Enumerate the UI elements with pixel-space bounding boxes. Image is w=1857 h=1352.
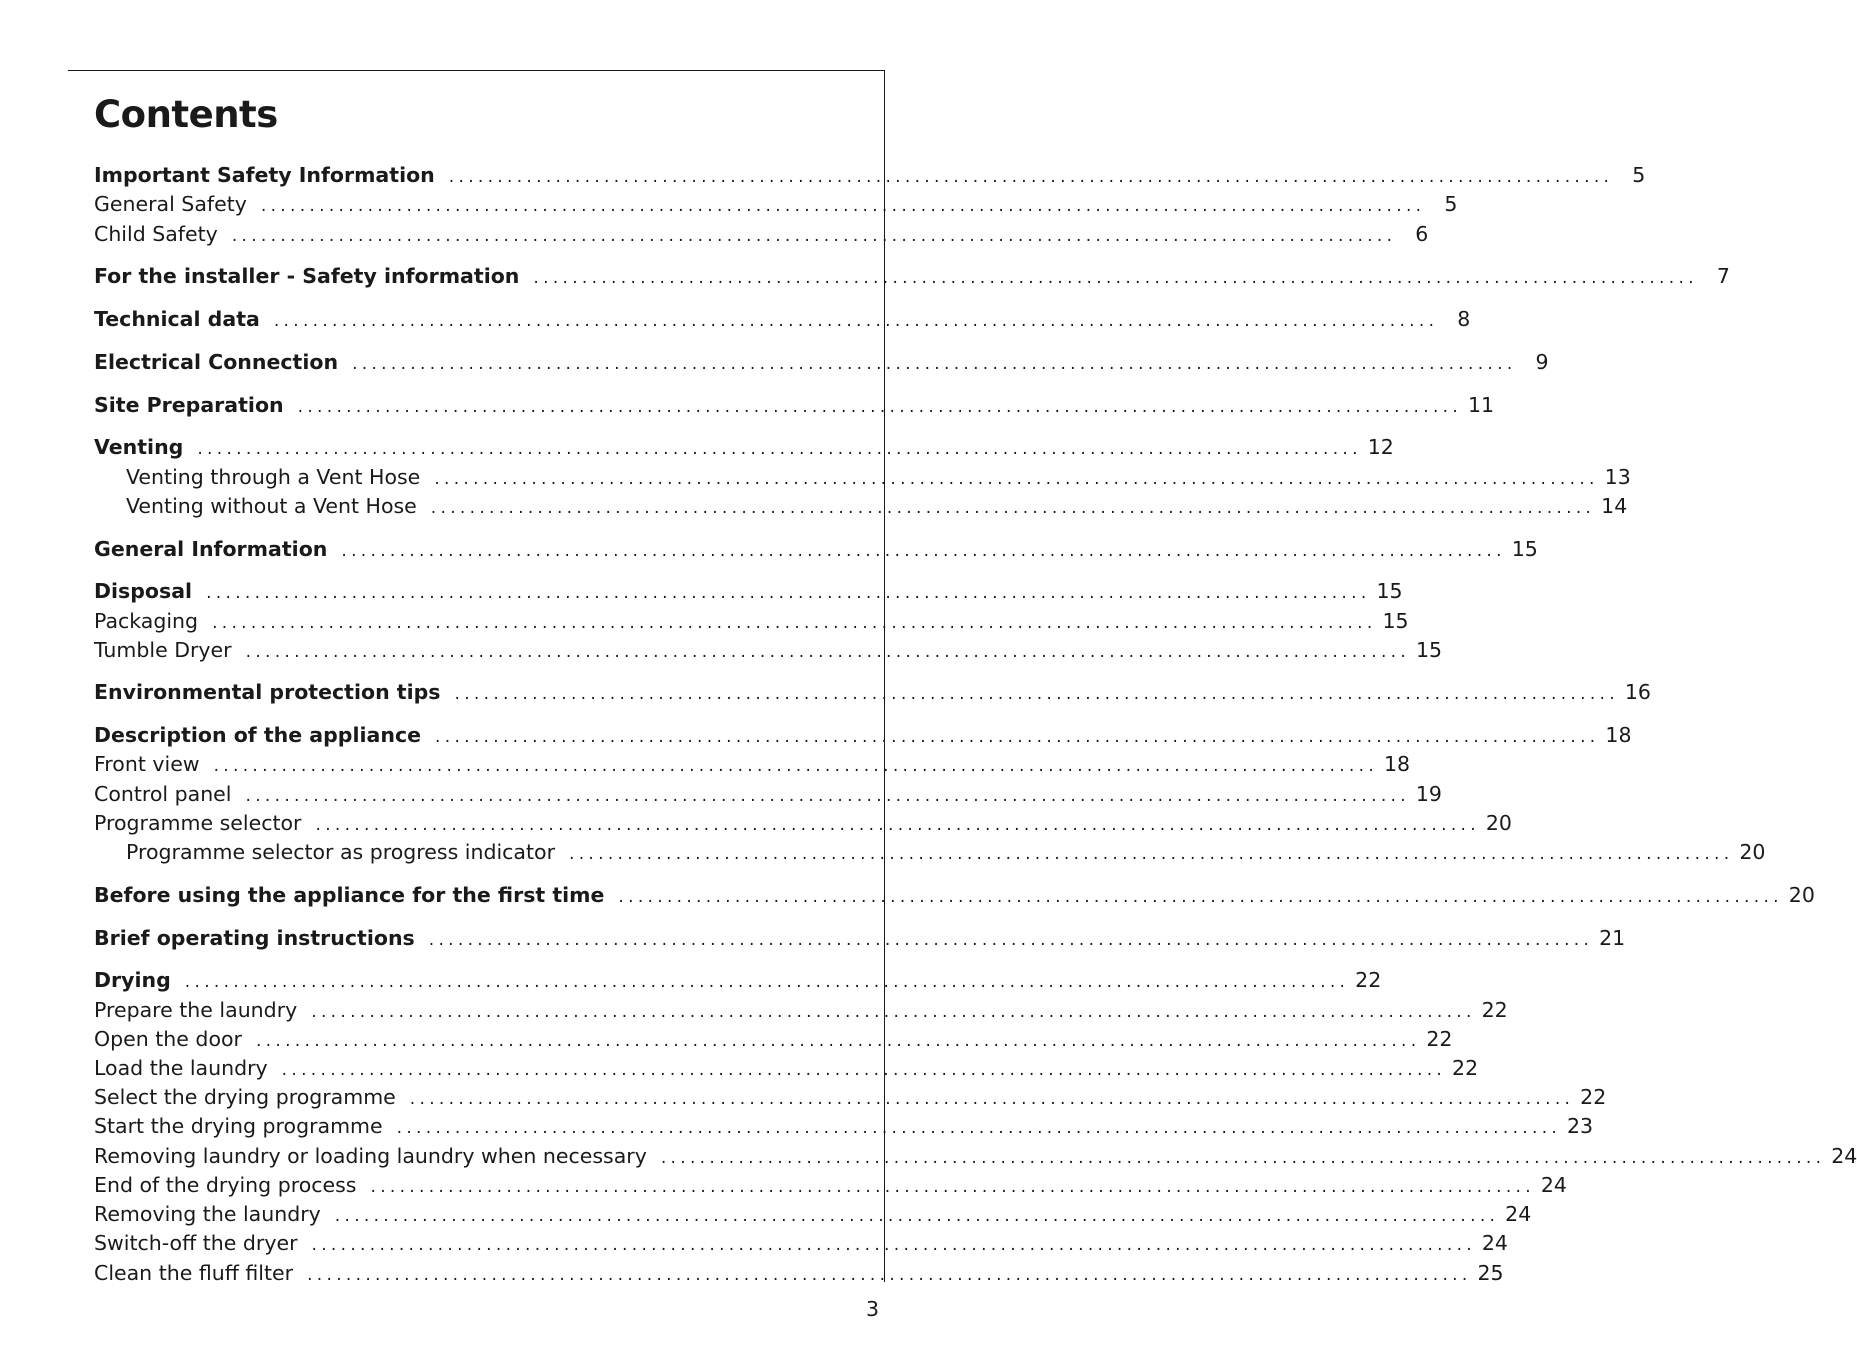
toc-entry-label: Environmental protection tips [94, 680, 441, 704]
toc-entry-page: 23 [1567, 1114, 1594, 1138]
toc-entry-label: General Information [94, 537, 328, 561]
toc-entry-label: Control panel [94, 782, 232, 806]
toc-dot-leader: ........................................................................................................................ [281, 1060, 1447, 1080]
toc-dot-leader: ........................................................................................................................ [213, 756, 1379, 776]
toc-dot-leader: ........................................................................................................................ [409, 1089, 1575, 1109]
toc-dot-leader: ........................................................................................................................ [297, 397, 1463, 417]
toc-entry-label: Venting without a Vent Hose [126, 494, 417, 518]
toc-entry [94, 1259, 1504, 1287]
toc-entry-page: 16 [1624, 680, 1651, 704]
toc-entry-page: 11 [1468, 393, 1495, 417]
toc-entry-label: End of the drying process [94, 1173, 357, 1197]
toc-entry-label: Venting through a Vent Hose [126, 465, 421, 489]
toc-entry [94, 780, 1442, 808]
toc-entry-page: 20 [1788, 883, 1815, 907]
toc-entry-page: 18 [1383, 752, 1411, 776]
toc-entry-page: 20 [1485, 811, 1512, 835]
toc-entry [94, 1200, 1532, 1228]
toc-dot-leader: ........................................................................................................................ [533, 268, 1698, 288]
toc-entry-page: 15 [1376, 579, 1403, 603]
toc-dot-leader: ........................................................................................................................ [311, 1002, 1476, 1022]
toc-entry-page: 24 [1505, 1202, 1532, 1226]
toc-entry [94, 1171, 1567, 1199]
toc-dot-leader: ........................................................................................................................ [206, 583, 1371, 603]
toc-dot-leader: ........................................................................................................................ [618, 887, 1783, 907]
toc-entry-label: Technical data [94, 307, 260, 331]
toc-entry-page: 22 [1580, 1085, 1607, 1109]
toc-dot-leader: ........................................................................................................................ [448, 167, 1614, 187]
toc-dot-leader: ........................................................................................................................ [231, 226, 1397, 246]
toc-entry-label: Open the door [94, 1027, 242, 1051]
toc-entry-page: 7 [1716, 264, 1730, 288]
toc-entry-page: 9 [1535, 350, 1549, 374]
toc-entry [94, 577, 1403, 605]
toc-entry-page: 15 [1382, 609, 1409, 633]
toc-entry-page: 8 [1457, 307, 1471, 331]
toc-entry [94, 1142, 1857, 1170]
toc-entry-label: Select the drying programme [94, 1085, 396, 1109]
toc-dot-leader: ........................................................................................................................ [396, 1118, 1562, 1138]
toc-dot-leader: ........................................................................................................................ [430, 498, 1596, 518]
toc-entry [94, 966, 1382, 994]
toc-entry-label: Important Safety Information [94, 163, 435, 187]
toc-entry-label: Front view [94, 752, 200, 776]
toc-dot-leader: ........................................................................................................................ [434, 469, 1599, 489]
toc-entry-label: Tumble Dryer [94, 638, 232, 662]
toc-dot-leader: ........................................................................................................................ [255, 1031, 1421, 1051]
toc-entry [94, 348, 1549, 376]
toc-dot-leader: ........................................................................................................................ [435, 727, 1600, 747]
toc-entry-page: 22 [1355, 968, 1382, 992]
toc-entry [94, 161, 1646, 189]
toc-dot-leader: ........................................................................................................................ [307, 1265, 1472, 1285]
toc-entry-page: 14 [1601, 494, 1628, 518]
toc-dot-leader: ........................................................................................................................ [184, 972, 1350, 992]
toc-entry-page: 22 [1426, 1027, 1453, 1051]
toc-entry-page: 12 [1367, 435, 1394, 459]
toc-entry [94, 1054, 1479, 1082]
toc-entry-label: Child Safety [94, 222, 218, 246]
toc-entry-page: 22 [1481, 998, 1508, 1022]
page-number: 3 [866, 1297, 880, 1321]
toc-entry [94, 678, 1651, 706]
toc-entry [94, 1025, 1453, 1053]
toc-entry [94, 1083, 1607, 1111]
toc-dot-leader: ........................................................................................................................ [341, 541, 1506, 561]
toc-entry [94, 305, 1471, 333]
toc-entry [94, 809, 1512, 837]
toc-entry [94, 721, 1632, 749]
toc-entry-label: Removing laundry or loading laundry when necessary [94, 1144, 647, 1168]
toc-entry-label: Prepare the laundry [94, 998, 298, 1022]
toc-entry-label: Disposal [94, 579, 193, 603]
toc-entry-page: 24 [1540, 1173, 1567, 1197]
toc-dot-leader: ........................................................................................................................ [352, 354, 1517, 374]
toc-entry-page: 18 [1605, 723, 1632, 747]
toc-entry-page: 13 [1604, 465, 1631, 489]
toc-entry [94, 924, 1626, 952]
toc-entry-label: Description of the appliance [94, 723, 422, 747]
toc-dot-leader: ........................................................................................................................ [334, 1206, 1500, 1226]
toc-entry-label: General Safety [94, 192, 247, 216]
toc-entry-label: Site Preparation [94, 393, 284, 417]
toc-entry-label: Programme selector as progress indicator [126, 840, 555, 864]
toc-entry-label: Switch-off the dryer [94, 1231, 298, 1255]
toc-entry [94, 391, 1495, 419]
toc-entry [94, 1112, 1594, 1140]
toc-entry-page: 15 [1511, 537, 1538, 561]
toc-entry-label: Electrical Connection [94, 350, 339, 374]
toc-entry-label: Drying [94, 968, 171, 992]
page-title: Contents [94, 93, 278, 136]
toc-entry-page: 15 [1415, 638, 1443, 662]
toc-entry [94, 433, 1394, 461]
toc-dot-leader: ........................................................................................................................ [245, 786, 1410, 806]
toc-entry [94, 535, 1538, 563]
toc-entry [94, 607, 1409, 635]
toc-entry-page: 5 [1632, 163, 1646, 187]
toc-entry [94, 262, 1730, 290]
toc-entry-page: 20 [1739, 840, 1766, 864]
toc-entry [94, 220, 1429, 248]
toc-entry [94, 1229, 1508, 1257]
toc-entry-label: Before using the appliance for the first time [94, 883, 605, 907]
toc-dot-leader: ........................................................................................................................ [197, 439, 1362, 459]
toc-dot-leader: ........................................................................................................................ [315, 815, 1480, 835]
toc-entry-label: Brief operating instructions [94, 926, 415, 950]
toc-entry [126, 838, 1766, 866]
toc-dot-leader: ........................................................................................................................ [260, 196, 1426, 216]
toc-entry [94, 996, 1508, 1024]
toc-entry [94, 750, 1411, 778]
toc-entry-page: 24 [1831, 1144, 1857, 1168]
toc-entry-label: Programme selector [94, 811, 302, 835]
toc-entry [126, 492, 1628, 520]
toc-entry-label: Packaging [94, 609, 199, 633]
toc-entry-label: Start the drying programme [94, 1114, 383, 1138]
toc-dot-leader: ........................................................................................................................ [273, 311, 1439, 331]
toc-entry-page: 24 [1481, 1231, 1508, 1255]
toc-entry-label: For the installer - Safety information [94, 264, 520, 288]
toc-entry-page: 22 [1452, 1056, 1479, 1080]
toc-entry-label: Venting [94, 435, 184, 459]
toc-entry-page: 25 [1477, 1261, 1504, 1285]
toc-entry [126, 463, 1631, 491]
toc-entry-page: 19 [1415, 782, 1442, 806]
toc-entry [94, 881, 1815, 909]
toc-dot-leader: ........................................................................................................................ [428, 930, 1594, 950]
toc-entry-page: 6 [1415, 222, 1429, 246]
toc-entry [94, 636, 1443, 664]
toc-entry-page: 5 [1444, 192, 1458, 216]
toc-entry-page: 21 [1599, 926, 1626, 950]
toc-dot-leader: ........................................................................................................................ [370, 1177, 1535, 1197]
toc-dot-leader: ........................................................................................................................ [569, 844, 1734, 864]
toc-dot-leader: ........................................................................................................................ [245, 642, 1411, 662]
toc-dot-leader: ........................................................................................................................ [660, 1148, 1826, 1168]
toc-dot-leader: ........................................................................................................................ [454, 684, 1619, 704]
toc-dot-leader: ........................................................................................................................ [212, 613, 1377, 633]
toc-entry-label: Load the laundry [94, 1056, 268, 1080]
toc-entry [94, 190, 1458, 218]
toc-entry-label: Removing the laundry [94, 1202, 321, 1226]
toc-entry-label: Clean the fluff filter [94, 1261, 294, 1285]
toc-dot-leader: ........................................................................................................................ [311, 1235, 1476, 1255]
